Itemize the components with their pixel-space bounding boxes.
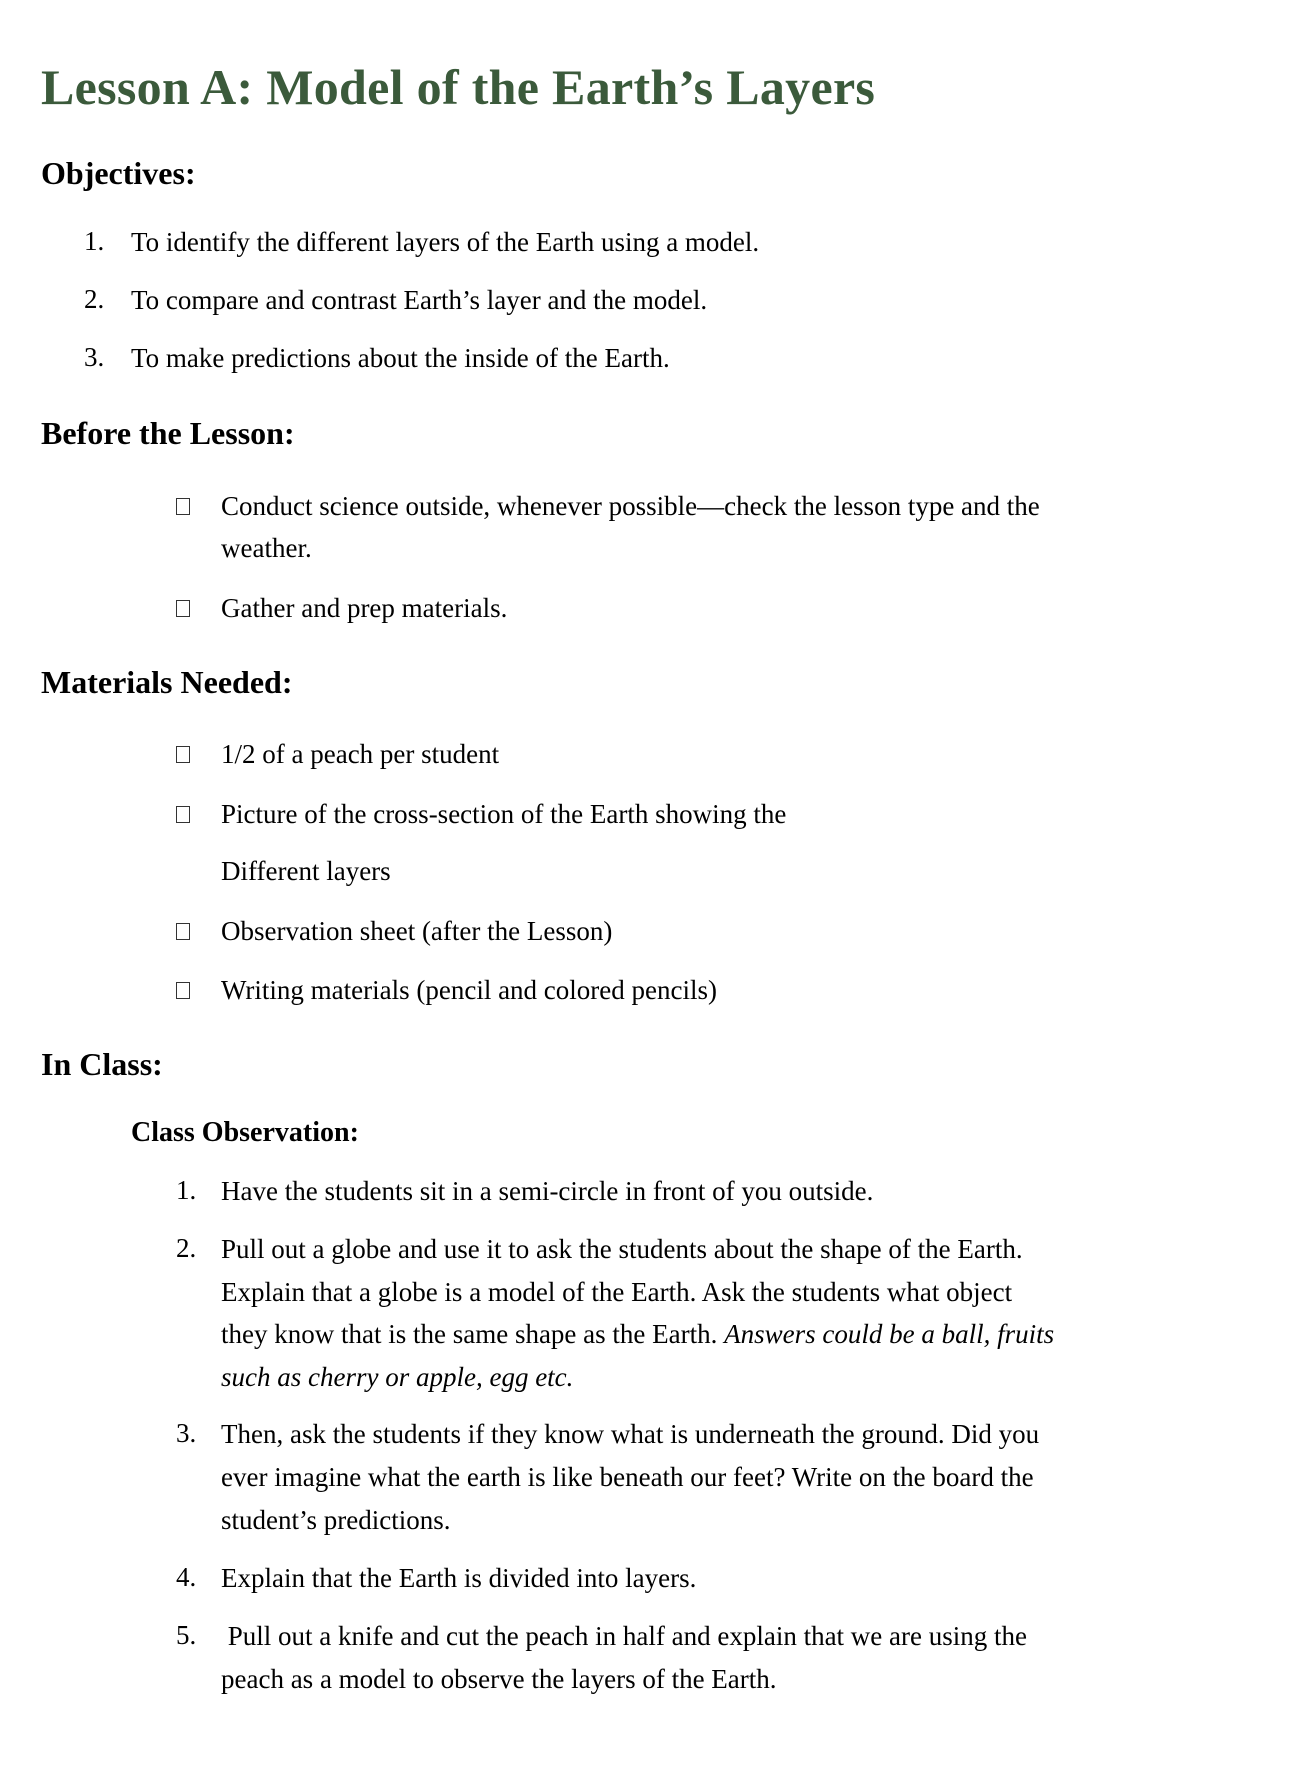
checklist-text: Conduct science outside, whenever possible—check the lesson type and the [221, 491, 1040, 521]
step-text: ever imagine what the earth is like beneath our feet? Write on the board the [221, 1462, 1034, 1492]
checkbox-icon[interactable] [176, 746, 190, 763]
in-class-heading: In Class: [41, 1046, 163, 1082]
checklist-text: 1/2 of a peach per student [221, 739, 500, 769]
class-observation-subheading: Class Observation: [131, 1117, 359, 1148]
objective-text: To make predictions about the inside of the Earth. [131, 343, 670, 373]
step-text: Pull out a knife and cut the peach in half and explain that we are using the [221, 1621, 1027, 1651]
step-text: peach as a model to observe the layers of the Earth. [221, 1664, 777, 1694]
checklist-text: weather. [221, 533, 312, 563]
objectives-heading: Objectives: [41, 155, 196, 191]
list-number: 3. [84, 342, 105, 372]
checkbox-icon[interactable] [176, 806, 190, 823]
checklist-text: Writing materials (pencil and colored pencils) [221, 975, 717, 1005]
page-title: Lesson A: Model of the Earth’s Layers [41, 59, 876, 115]
checkbox-icon[interactable] [176, 498, 190, 515]
checkbox-icon[interactable] [176, 600, 190, 617]
checklist-text: Picture of the cross-section of the Earth showing the [221, 799, 787, 829]
list-number: 3. [176, 1418, 197, 1448]
checkbox-icon[interactable] [176, 923, 190, 940]
before-lesson-heading: Before the Lesson: [41, 415, 295, 451]
list-number: 1. [176, 1175, 197, 1205]
objective-text: To identify the different layers of the Earth using a model. [131, 227, 760, 257]
example-answers: Answers could be a ball, fruits [724, 1319, 1055, 1349]
list-number: 4. [176, 1562, 197, 1592]
list-number: 5. [176, 1620, 197, 1650]
list-number: 2. [84, 284, 105, 314]
objective-text: To compare and contrast Earth’s layer and the model. [131, 285, 708, 315]
step-text: they know that is the same shape as the Earth. [221, 1319, 725, 1349]
step-text: Explain that the Earth is divided into layers. [221, 1563, 697, 1593]
step-text: Have the students sit in a semi-circle in front of you outside. [221, 1176, 874, 1206]
step-text: Explain that a globe is a model of the Earth. Ask the students what object [221, 1277, 1013, 1307]
checkbox-icon[interactable] [176, 982, 190, 999]
step-text: student’s predictions. [221, 1505, 451, 1535]
materials-heading: Materials Needed: [41, 664, 293, 700]
list-number: 2. [176, 1233, 197, 1263]
checklist-text: Observation sheet (after the Lesson) [221, 916, 613, 946]
step-text: Then, ask the students if they know what is underneath the ground. Did you [221, 1419, 1040, 1449]
step-text-line [221, 1317, 1054, 1351]
list-number: 1. [84, 226, 105, 256]
checklist-text: Different layers [221, 856, 391, 886]
example-answers: such as cherry or apple, egg etc. [221, 1362, 574, 1392]
checklist-text: Gather and prep materials. [221, 593, 508, 623]
step-text: Pull out a globe and use it to ask the students about the shape of the Earth. [221, 1234, 1023, 1264]
